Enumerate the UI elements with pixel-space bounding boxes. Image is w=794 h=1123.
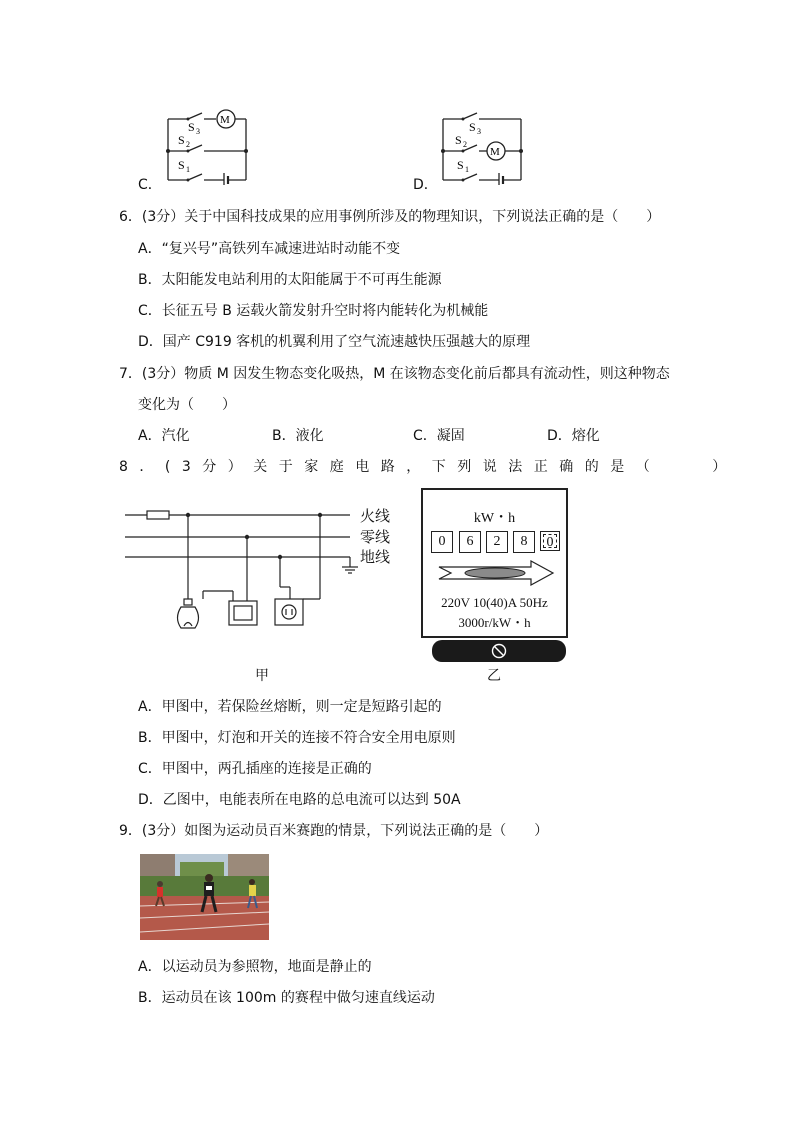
question-6-stem: 6．(3分）关于中国科技成果的应用事例所涉及的物理知识，下列说法正确的是（ ） bbox=[119, 209, 661, 225]
sprint-race-photo bbox=[140, 854, 269, 940]
switch-s3-sub: 3 bbox=[477, 127, 481, 136]
switch-s3-label: S bbox=[469, 120, 476, 134]
question-9-stem: 9．(3分）如图为运动员百米赛跑的情景，下列说法正确的是（ ） bbox=[119, 823, 549, 839]
figure-label-jia: 甲 bbox=[255, 668, 269, 684]
switch-s2-sub: 2 bbox=[186, 140, 190, 149]
figure-label-yi: 乙 bbox=[487, 668, 501, 684]
meter-digit-4: 8 bbox=[513, 531, 535, 553]
switch-s1-label: S bbox=[178, 158, 185, 172]
meter-digit-5-value: 0 bbox=[543, 534, 557, 548]
switch-s1-sub: 1 bbox=[465, 165, 469, 174]
meter-rotation-arrow-icon bbox=[435, 560, 557, 586]
motor-label: M bbox=[490, 146, 500, 158]
circuit-diagram-d bbox=[425, 105, 535, 185]
q6-option-b: B．太阳能发电站利用的太阳能属于不可再生能源 bbox=[138, 272, 442, 288]
switch-s2-label: S bbox=[178, 133, 185, 147]
q7-option-b: B．液化 bbox=[272, 428, 324, 444]
q6-option-d: D．国产 C919 客机的机翼利用了空气流速越快压强越大的原理 bbox=[138, 334, 531, 350]
switch-s2-label: S bbox=[455, 133, 462, 147]
option-c-label: C． bbox=[138, 177, 162, 193]
live-wire-label: 火线 bbox=[360, 507, 391, 525]
household-circuit-diagram bbox=[125, 495, 400, 645]
q8-option-d: D．乙图中，电能表所在电路的总电流可以达到 50A bbox=[138, 792, 461, 808]
meter-seal-icon bbox=[490, 642, 508, 660]
q9-option-b: B．运动员在该 100m 的赛程中做匀速直线运动 bbox=[138, 990, 435, 1006]
ground-wire-label: 地线 bbox=[360, 548, 391, 566]
question-7-stem-line2: 变化为（ ） bbox=[138, 397, 236, 413]
q8-option-b: B．甲图中，灯泡和开关的连接不符合安全用电原则 bbox=[138, 730, 456, 746]
switch-s1-sub: 1 bbox=[186, 165, 190, 174]
option-d-label: D． bbox=[413, 177, 438, 193]
meter-unit: kW・h bbox=[473, 511, 516, 526]
meter-spec-line1: 220V 10(40)A 50Hz bbox=[441, 595, 548, 610]
question-7-stem-line1: 7．(3分）物质 M 因发生物态变化吸热，M 在该物态变化前后都具有流动性，则这种物态 bbox=[119, 366, 670, 382]
neutral-wire-label: 零线 bbox=[360, 528, 391, 546]
meter-digit-5 bbox=[540, 531, 560, 551]
circuit-diagram-c bbox=[150, 105, 260, 185]
switch-s2-sub: 2 bbox=[463, 140, 467, 149]
q8-option-c: C．甲图中，两孔插座的连接是正确的 bbox=[138, 761, 372, 777]
q6-option-a: A．“复兴号”高铁列车减速进站时动能不变 bbox=[138, 241, 401, 257]
switch-s1-label: S bbox=[457, 158, 464, 172]
meter-digit-1: 0 bbox=[431, 531, 453, 553]
q9-option-a: A．以运动员为参照物，地面是静止的 bbox=[138, 959, 372, 975]
energy-meter bbox=[421, 488, 568, 638]
q7-option-d: D．熔化 bbox=[547, 428, 600, 444]
q6-option-c: C．长征五号 B 运载火箭发射升空时将内能转化为机械能 bbox=[138, 303, 489, 319]
meter-base-bar bbox=[432, 640, 566, 662]
meter-digit-3: 2 bbox=[486, 531, 508, 553]
switch-s3-sub: 3 bbox=[196, 127, 200, 136]
q7-option-c: C．凝固 bbox=[413, 428, 465, 444]
q8-option-a: A．甲图中，若保险丝熔断，则一定是短路引起的 bbox=[138, 699, 442, 715]
switch-s3-label: S bbox=[188, 120, 195, 134]
motor-label: M bbox=[220, 114, 230, 126]
q7-option-a: A．汽化 bbox=[138, 428, 190, 444]
question-8-stem: 8．(3分）关于家庭电路，下列说法正确的是（ ） bbox=[119, 459, 738, 475]
meter-digit-2: 6 bbox=[459, 531, 481, 553]
meter-spec-line2: 3000r/kW・h bbox=[458, 615, 531, 630]
